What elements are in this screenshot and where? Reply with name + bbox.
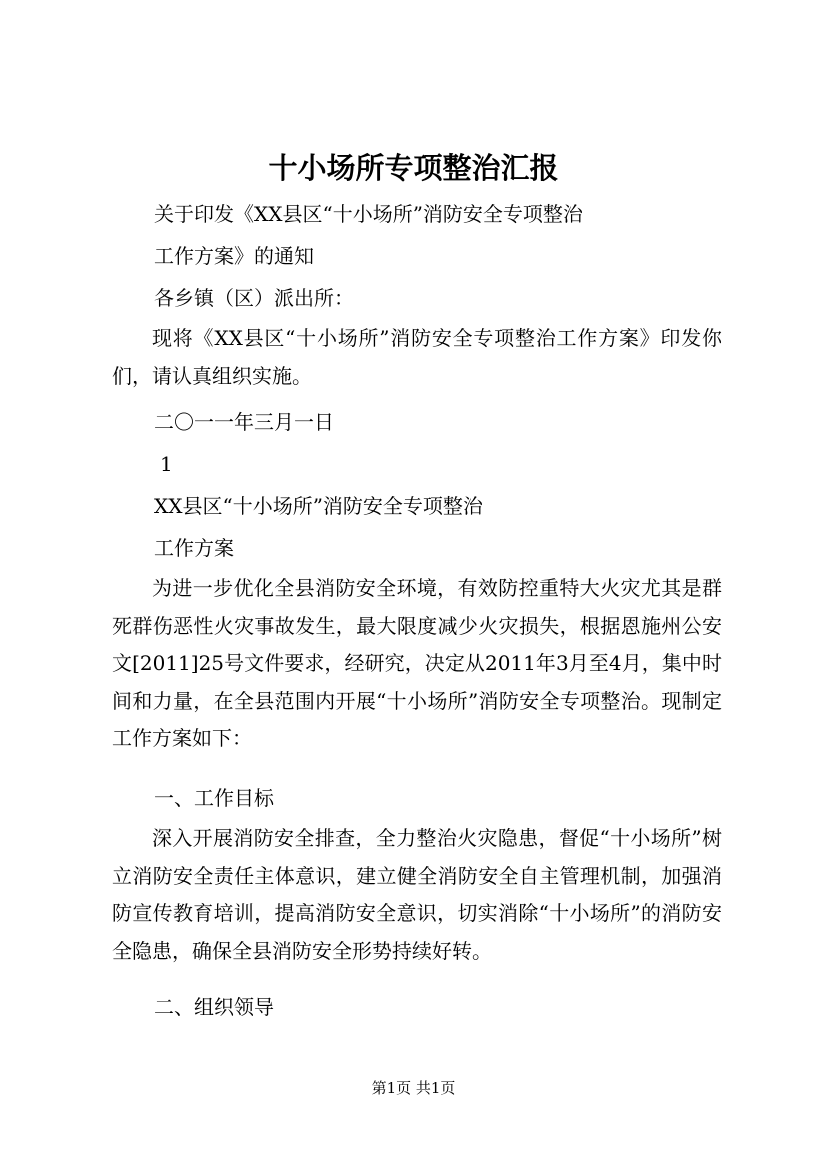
page-indicator: 第1页 共1页 <box>371 1079 456 1097</box>
salutation: 各乡镇（区）派出所： <box>154 286 354 310</box>
notice-body: 现将《XX县区“十小场所”消防安全专项整治工作方案》印发你们，请认真组织实施。 <box>112 326 722 388</box>
plan-title-line-1: XX县区“十小场所”消防安全专项整治 <box>154 494 483 518</box>
section-2-heading: 二、组织领导 <box>154 995 274 1019</box>
notice-title-line-1: 关于印发《XX县区“十小场所”消防安全专项整治 <box>154 202 583 226</box>
section-1-heading: 一、工作目标 <box>154 786 274 810</box>
plan-title-line-2: 工作方案 <box>154 536 234 560</box>
section-1-body: 深入开展消防安全排查，全力整治火灾隐患，督促“十小场所”树立消防安全责任主体意识，建立健全消防安全自主管理机制，加强消防宣传教育培训，提高消防安全意识，切实消除“十小场所”的消防安全隐患，确保全县消防安全形势持续好转。 <box>112 826 722 963</box>
intro-paragraph: 为进一步优化全县消防安全环境，有效防控重特大火灾尤其是群死群伤恶性火灾事故发生，最大限度减少火灾损失，根据恩施州公安文[2011]25号文件要求，经研究，决定从2011年3月至4月，集中时间和力量，在全县范围内开展“十小场所”消防安全专项整治。现制定工作方案如下： <box>112 576 722 750</box>
attachment-number: 1 <box>160 452 173 476</box>
document-title: 十小场所专项整治汇报 <box>268 151 559 185</box>
notice-date: 二〇一一年三月一日 <box>154 410 334 434</box>
notice-title-line-2: 工作方案》的通知 <box>154 244 314 268</box>
